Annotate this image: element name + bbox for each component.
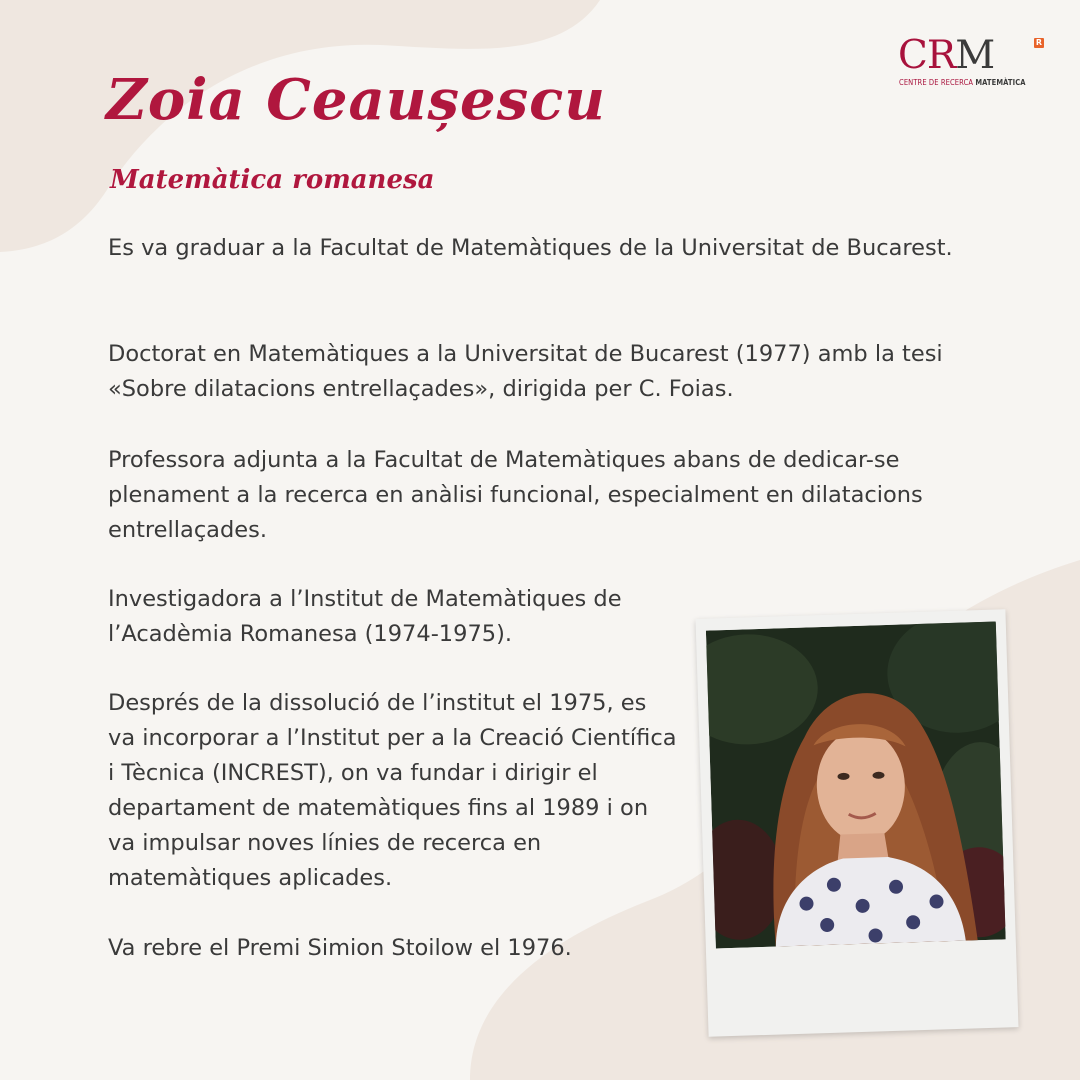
crm-logo	[898, 33, 1048, 92]
polaroid-frame	[696, 609, 1019, 1037]
bio-paragraph-increst: Després de la dissolució de l’institut el 1975, es va incorporar a l’Institut per a la Creació Científica i Tècnica (INCREST), on va fundar i dirigir el departament de matemàtiques fins al 1989 i on va impulsar noves línies de recerca en matemàtiques aplicades.	[108, 690, 677, 891]
page-title: Zoia Ceaușescu	[106, 67, 606, 133]
logo-subtitle-strong: MATEMÀTICA	[975, 78, 1026, 87]
bio-paragraph-award: Va rebre el Premi Simion Stoilow el 1976.	[108, 935, 572, 961]
bio-paragraph-researcher: Investigadora a l’Institut de Matemàtiques de l’Acadèmia Romanesa (1974-1975).	[108, 586, 622, 647]
logo-letter-r: R	[926, 33, 956, 78]
page-subtitle: Matemàtica romanesa	[110, 165, 435, 195]
portrait-photo	[706, 622, 1006, 949]
logo-subtitle-prefix: CENTRE DE RECERCA	[899, 78, 974, 87]
logo-mark-icon: R	[1035, 38, 1043, 47]
bio-paragraph-professor: Professora adjunta a la Facultat de Matemàtiques abans de dedicar-se plenament a la recerca en anàlisi funcional, especialment en dilatacions entrellaçades.	[108, 447, 923, 543]
logo-letter-c: C	[898, 33, 927, 78]
logo-letter-m: M	[955, 33, 995, 78]
logo-subtitle	[899, 78, 1026, 87]
bio-paragraph-doctorate: Doctorat en Matemàtiques a la Universitat de Bucarest (1977) amb la tesi «Sobre dilatacions entrellaçades», dirigida per C. Foias.	[108, 341, 943, 402]
bio-paragraph-education: Es va graduar a la Facultat de Matemàtiques de la Universitat de Bucarest.	[108, 235, 953, 261]
